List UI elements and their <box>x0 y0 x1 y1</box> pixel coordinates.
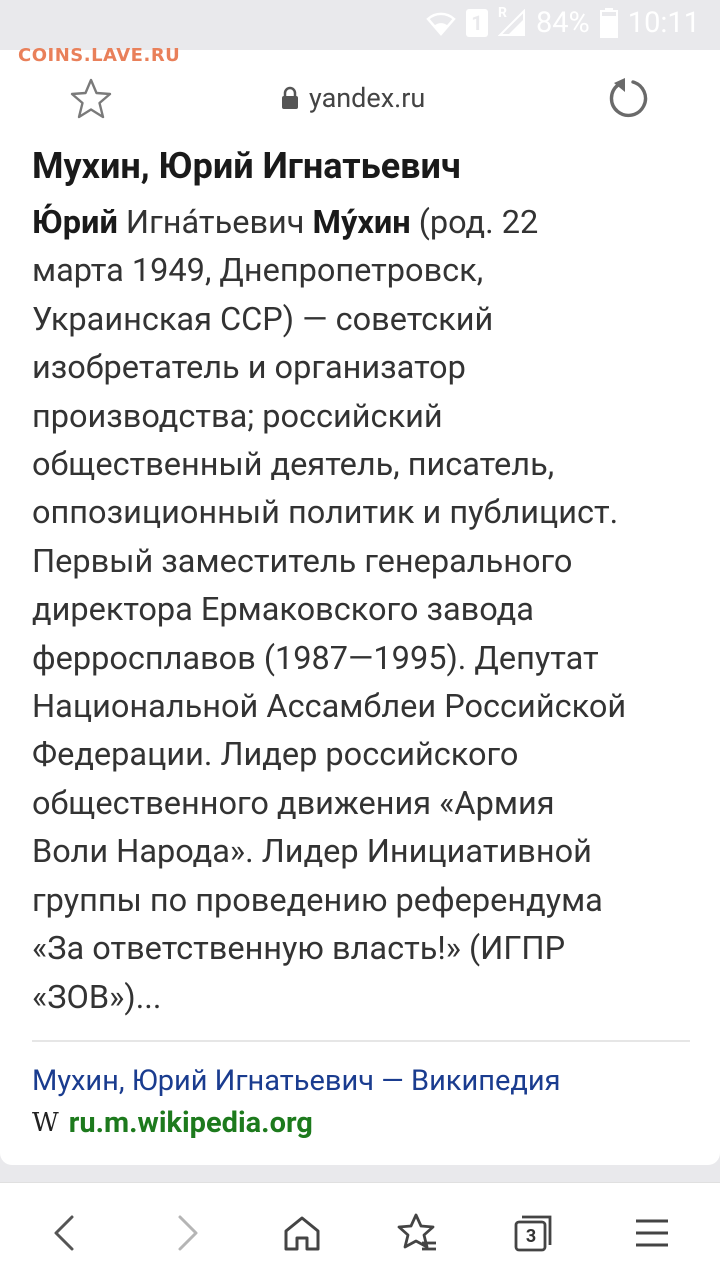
bottom-navigation <box>0 1182 720 1280</box>
snippet-bold-surname: Му́хин <box>312 203 411 241</box>
source-domain: ru.m.wikipedia.org <box>68 1106 313 1140</box>
tabs-button[interactable] <box>512 1211 556 1255</box>
snippet-line: Воли Народа». Лидер Инициативной <box>32 832 592 871</box>
menu-button[interactable] <box>630 1211 674 1255</box>
snippet-line: оппозиционный политик и публицист. <box>32 493 619 532</box>
snippet-line: ферросплавов (1987—1995). Депутат <box>32 638 599 677</box>
bookmark-button[interactable] <box>68 76 114 122</box>
snippet-line: общественного движения «Армия <box>32 783 555 822</box>
watermark: COINS.LAVE.RU <box>18 45 181 66</box>
snippet-line: Федерации. Лидер российского <box>32 735 519 774</box>
star-outline-icon <box>68 76 114 122</box>
snippet-line: группы по проведению референдума <box>32 880 603 919</box>
search-result-card <box>0 146 720 1165</box>
snippet-text: (род. 22 <box>410 203 539 241</box>
reload-button[interactable] <box>605 75 651 121</box>
snippet-line: директора Ермаковского завода <box>32 590 534 629</box>
menu-icon <box>630 1211 674 1255</box>
snippet-text: Игна́тьевич <box>117 203 313 241</box>
forward-icon <box>164 1211 208 1255</box>
result-title[interactable]: Мухин, Юрий Игнатьевич <box>32 145 461 187</box>
reload-icon <box>605 75 651 121</box>
snippet-line: «ЗОВ»)... <box>32 977 162 1016</box>
status-bar <box>0 0 720 50</box>
bookmarks-button[interactable] <box>396 1211 440 1255</box>
snippet-line: Украинская ССР) — советский <box>32 299 494 338</box>
result-snippet <box>32 198 702 1021</box>
snippet-line <box>32 198 702 246</box>
back-icon <box>44 1211 88 1255</box>
result-link[interactable]: Мухин, Юрий Игнатьевич — Википедия <box>32 1064 561 1098</box>
home-icon <box>280 1211 324 1255</box>
clock: 10:11 <box>627 6 700 40</box>
snippet-line: Национальной Ассамблеи Российской <box>32 687 627 726</box>
snippet-bold-name: Ю́рий <box>32 203 118 241</box>
wifi-icon <box>426 10 456 36</box>
lock-icon <box>281 86 299 110</box>
battery-percent: 84% <box>535 6 590 40</box>
snippet-line: «За ответственную власть!» (ИГПР <box>32 929 566 968</box>
bookmarks-icon <box>396 1211 440 1255</box>
url-text: yandex.ru <box>309 82 426 114</box>
status-icons <box>426 6 700 40</box>
snippet-line: изобретатель и организатор <box>32 348 466 387</box>
home-button[interactable] <box>280 1211 324 1255</box>
snippet-line: общественный деятель, писатель, <box>32 445 555 484</box>
snippet-line: производства; российский <box>32 396 443 435</box>
snippet-line: Первый заместитель генерального <box>32 541 573 580</box>
snippet-line: марта 1949, Днепропетровск, <box>32 251 484 290</box>
result-source[interactable] <box>32 1106 313 1140</box>
battery-icon <box>600 8 618 38</box>
sim-badge: 1 <box>466 9 488 37</box>
divider <box>32 1040 690 1042</box>
tabs-count: 3 <box>525 1225 537 1247</box>
wikipedia-icon: W <box>32 1108 59 1138</box>
signal-icon <box>497 5 526 37</box>
forward-button[interactable] <box>164 1211 208 1255</box>
back-button[interactable] <box>44 1211 88 1255</box>
roaming-label: R <box>497 5 507 21</box>
address-bar[interactable] <box>281 82 425 114</box>
